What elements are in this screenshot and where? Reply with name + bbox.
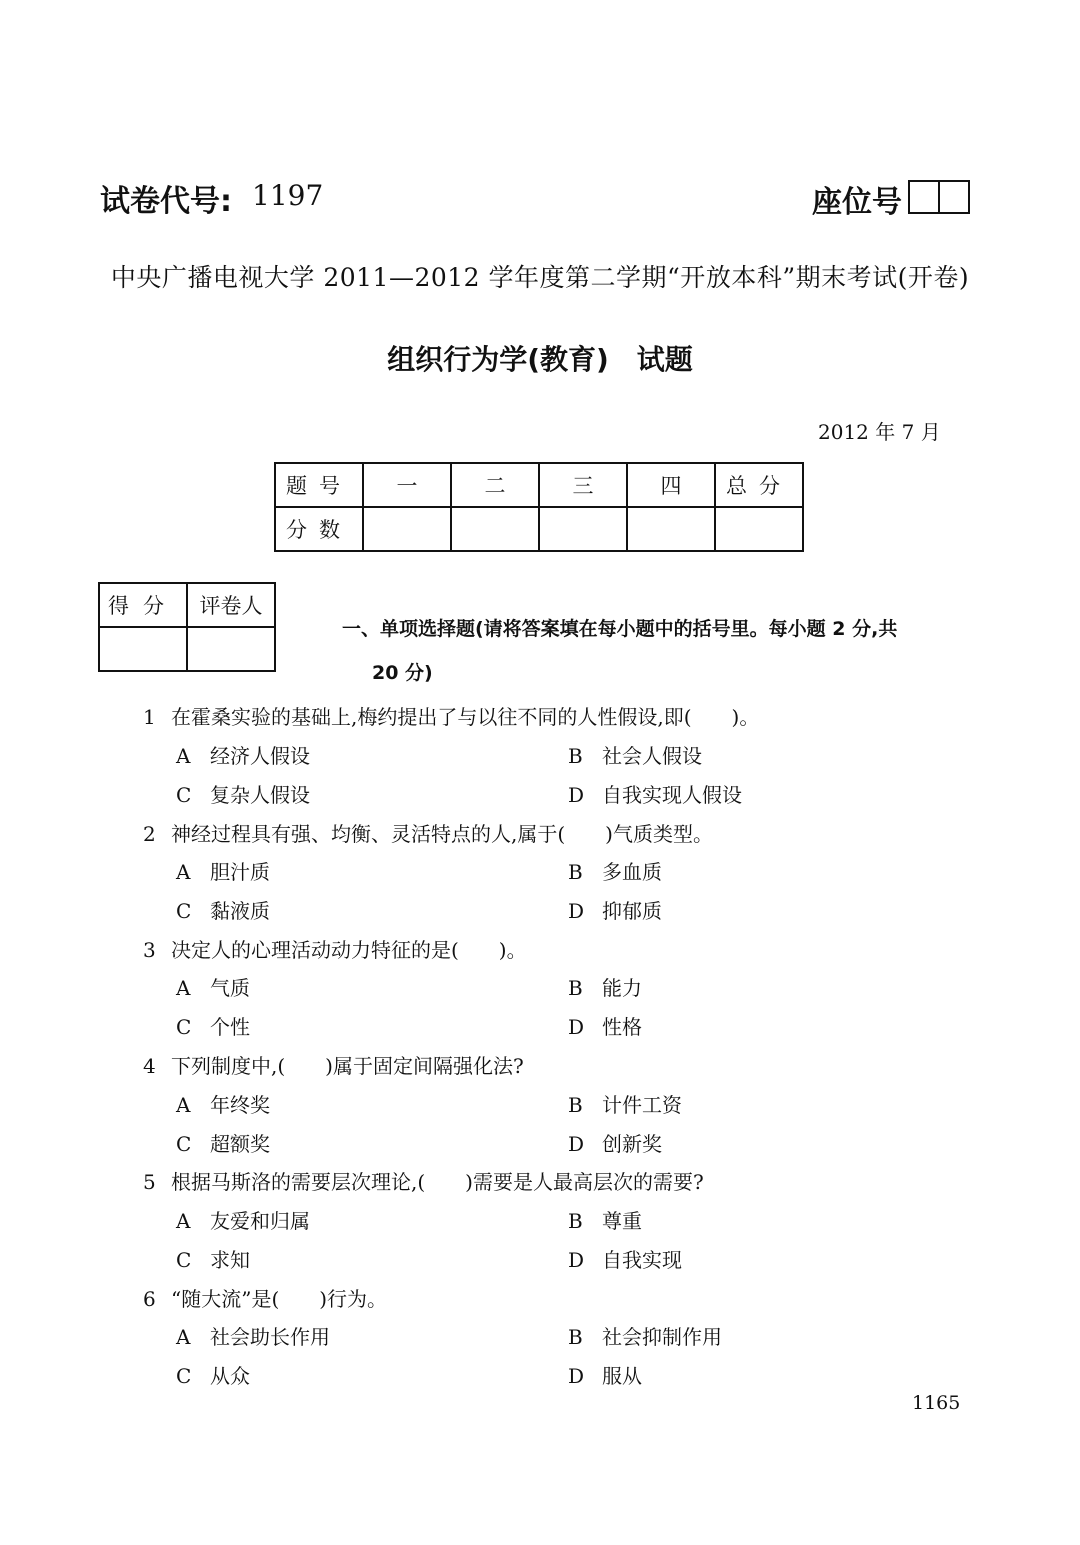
grader-score-label: 得分 bbox=[99, 583, 187, 627]
question-stem: 3 决定人的心理活动动力特征的是( )。 bbox=[143, 938, 527, 962]
grader-name-input[interactable] bbox=[187, 627, 275, 671]
section-title: 一、单项选择题(请将答案填在每小题中的括号里。每小题 2 分,共 bbox=[342, 618, 898, 640]
option-D: D 创新奖 bbox=[568, 1132, 662, 1156]
option-C: C 个性 bbox=[176, 1015, 250, 1039]
score-input-cell[interactable] bbox=[715, 507, 803, 551]
question-stem: 4 下列制度中,( )属于固定间隔强化法? bbox=[143, 1054, 524, 1078]
section-title-cont: 20 分) bbox=[372, 662, 433, 684]
university-exam-line: 中央广播电视大学 2011—2012 学年度第二学期“开放本科”期末考试(开卷) bbox=[110, 263, 970, 292]
seat-number-boxes[interactable] bbox=[910, 180, 970, 214]
score-table-cell: 四 bbox=[627, 463, 715, 507]
option-A: A 气质 bbox=[176, 976, 250, 1000]
option-C: C 从众 bbox=[176, 1364, 250, 1388]
option-D: D 自我实现 bbox=[568, 1248, 682, 1272]
option-D: D 服从 bbox=[568, 1364, 642, 1388]
score-input-cell[interactable] bbox=[363, 507, 451, 551]
option-A: A 年终奖 bbox=[176, 1093, 270, 1117]
score-table bbox=[274, 462, 804, 552]
score-table-cell: 二 bbox=[451, 463, 539, 507]
paper-code-label: 试卷代号: bbox=[100, 184, 232, 219]
score-input-cell[interactable] bbox=[539, 507, 627, 551]
option-C: C 黏液质 bbox=[176, 899, 270, 923]
score-input-cell[interactable] bbox=[451, 507, 539, 551]
question-stem: 5 根据马斯洛的需要层次理论,( )需要是人最高层次的需要? bbox=[143, 1170, 704, 1194]
option-A: A 友爱和归属 bbox=[176, 1209, 310, 1233]
seat-box[interactable] bbox=[938, 180, 970, 214]
option-B: B 社会抑制作用 bbox=[568, 1325, 722, 1349]
option-A: A 社会助长作用 bbox=[176, 1325, 330, 1349]
option-C: C 求知 bbox=[176, 1248, 250, 1272]
score-table-cell: 题号 bbox=[275, 463, 363, 507]
seat-number-label: 座位号 bbox=[812, 185, 902, 220]
option-A: A 经济人假设 bbox=[176, 744, 310, 768]
score-table-score-row bbox=[275, 507, 803, 551]
option-D: D 抑郁质 bbox=[568, 899, 662, 923]
option-D: D 自我实现人假设 bbox=[568, 783, 742, 807]
option-A: A 胆汁质 bbox=[176, 860, 270, 884]
option-D: D 性格 bbox=[568, 1015, 642, 1039]
exam-title: 组织行为学(教育) 试题 bbox=[387, 343, 693, 376]
seat-box[interactable] bbox=[908, 180, 940, 214]
paper-code-number: 1197 bbox=[252, 179, 324, 212]
option-B: B 能力 bbox=[568, 976, 642, 1000]
option-B: B 多血质 bbox=[568, 860, 662, 884]
score-table-cell: 三 bbox=[539, 463, 627, 507]
option-B: B 社会人假设 bbox=[568, 744, 702, 768]
option-B: B 计件工资 bbox=[568, 1093, 682, 1117]
score-table-cell: 总分 bbox=[715, 463, 803, 507]
page-number: 1165 bbox=[912, 1392, 961, 1414]
grader-box bbox=[98, 582, 276, 672]
score-input-cell[interactable] bbox=[627, 507, 715, 551]
grader-score-input[interactable] bbox=[99, 627, 187, 671]
option-C: C 复杂人假设 bbox=[176, 783, 310, 807]
score-table-header-row bbox=[275, 463, 803, 507]
option-B: B 尊重 bbox=[568, 1209, 642, 1233]
question-stem: 6 “随大流”是( )行为。 bbox=[143, 1287, 388, 1311]
score-table-cell: 一 bbox=[363, 463, 451, 507]
grader-name-label: 评卷人 bbox=[187, 583, 275, 627]
exam-date: 2012 年 7 月 bbox=[818, 420, 941, 444]
question-stem: 2 神经过程具有强、均衡、灵活特点的人,属于( )气质类型。 bbox=[143, 822, 713, 846]
option-C: C 超额奖 bbox=[176, 1132, 270, 1156]
question-stem: 1 在霍桑实验的基础上,梅约提出了与以往不同的人性假设,即( )。 bbox=[143, 705, 760, 729]
score-table-cell: 分数 bbox=[275, 507, 363, 551]
